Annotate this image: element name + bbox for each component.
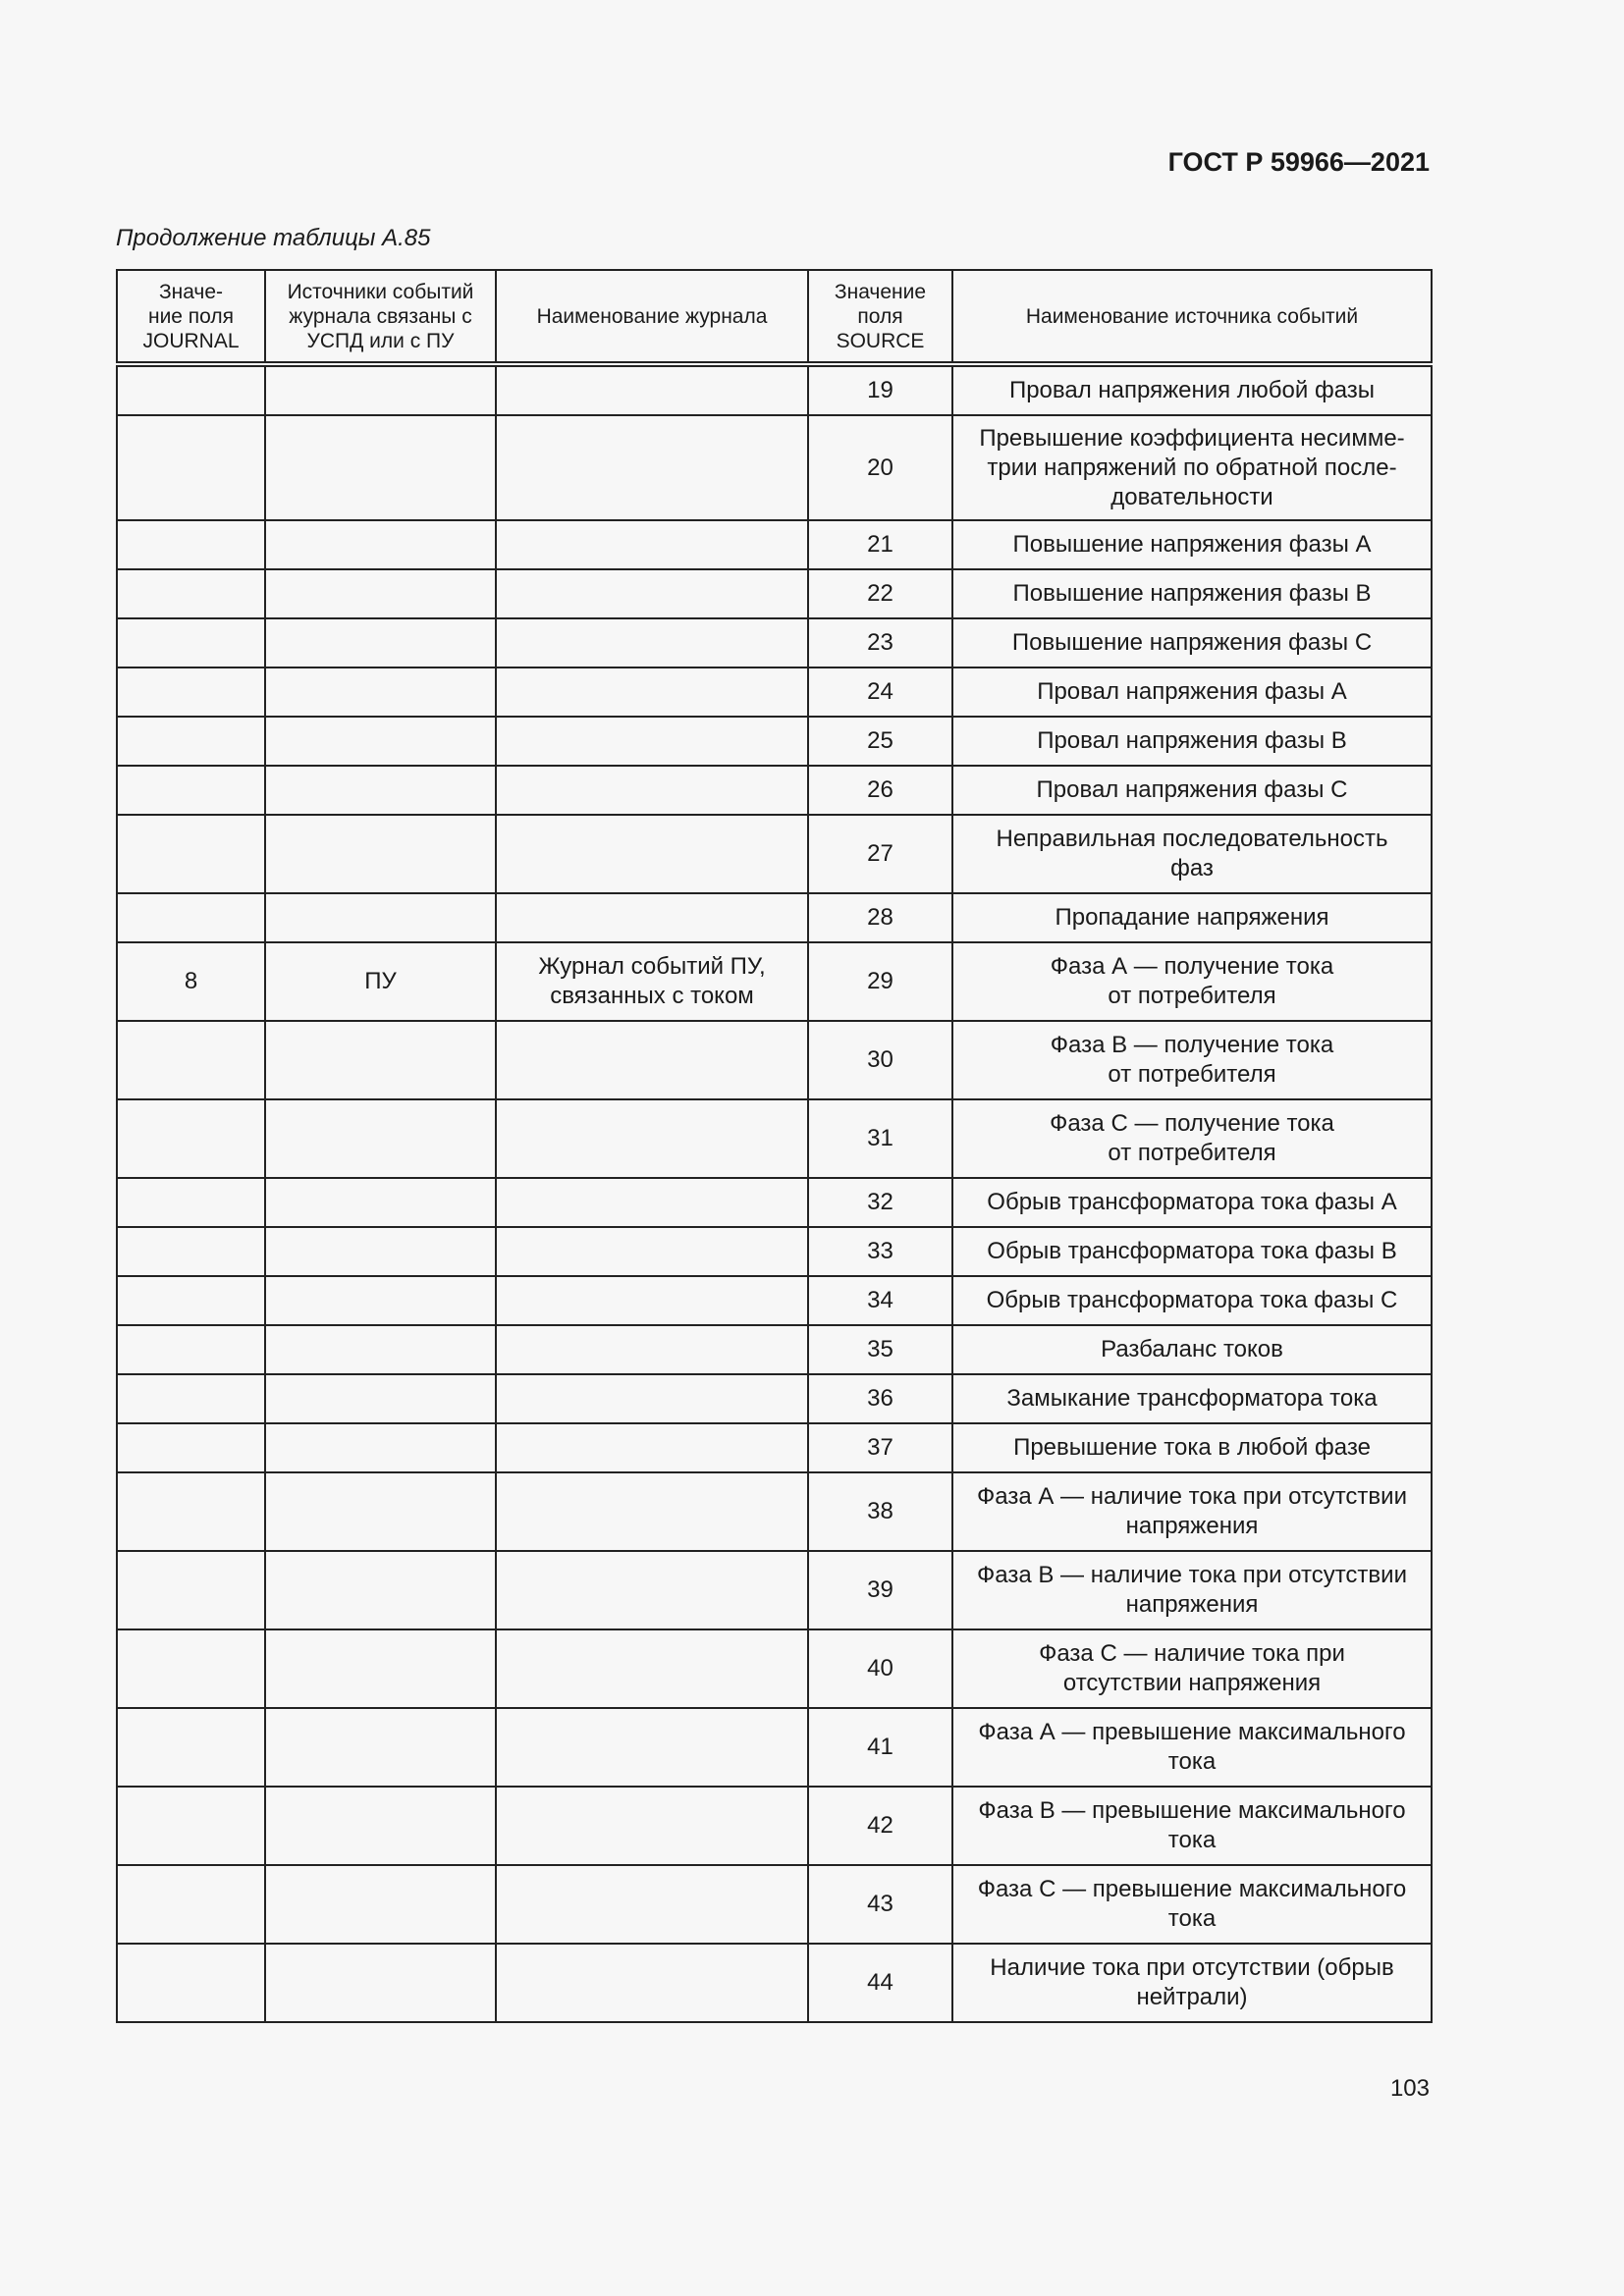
cell-journal-value	[117, 1374, 265, 1423]
cell-event-source-link	[265, 667, 496, 717]
cell-event-source-name: Фаза В — получение тока от потребителя	[952, 1021, 1432, 1099]
cell-journal-name	[496, 815, 808, 893]
cell-event-source-link	[265, 1787, 496, 1865]
table-row	[117, 667, 1432, 717]
page-number: 103	[1389, 2075, 1430, 2102]
cell-source-value: 28	[808, 893, 952, 942]
cell-source-value: 32	[808, 1178, 952, 1227]
cell-event-source-link	[265, 1423, 496, 1472]
cell-journal-value	[117, 1178, 265, 1227]
cell-source-value: 35	[808, 1325, 952, 1374]
cell-event-source-link	[265, 618, 496, 667]
table-row	[117, 1178, 1432, 1227]
cell-source-value: 20	[808, 415, 952, 520]
cell-journal-value	[117, 1551, 265, 1629]
cell-event-source-name: Фаза С — превышение максимального тока	[952, 1865, 1432, 1944]
cell-source-value: 24	[808, 667, 952, 717]
cell-event-source-link	[265, 1944, 496, 2022]
table-row	[117, 1325, 1432, 1374]
table-caption: Продолжение таблицы А.85	[116, 225, 431, 251]
cell-source-value: 42	[808, 1787, 952, 1865]
cell-journal-name	[496, 1099, 808, 1178]
cell-journal-value	[117, 1865, 265, 1944]
cell-journal-value	[117, 717, 265, 766]
cell-event-source-name: Наличие тока при отсутствии (обрыв нейтрали)	[952, 1944, 1432, 2022]
cell-journal-value	[117, 520, 265, 569]
cell-event-source-name: Превышение тока в любой фазе	[952, 1423, 1432, 1472]
cell-journal-name	[496, 1708, 808, 1787]
cell-event-source-name: Неправильная последовательность фаз	[952, 815, 1432, 893]
cell-source-value: 39	[808, 1551, 952, 1629]
cell-journal-name	[496, 1423, 808, 1472]
cell-journal-name	[496, 766, 808, 815]
cell-event-source-name: Пропадание напряжения	[952, 893, 1432, 942]
cell-event-source-link	[265, 364, 496, 415]
cell-journal-name	[496, 1551, 808, 1629]
col-event-source-name: Наименование источника событий	[952, 270, 1432, 364]
events-table	[116, 269, 1433, 2023]
cell-journal-value	[117, 1021, 265, 1099]
cell-journal-name	[496, 1374, 808, 1423]
cell-source-value: 21	[808, 520, 952, 569]
cell-source-value: 29	[808, 942, 952, 1021]
cell-journal-name	[496, 415, 808, 520]
cell-journal-name	[496, 1944, 808, 2022]
cell-journal-value	[117, 1325, 265, 1374]
table-row	[117, 717, 1432, 766]
cell-event-source-name: Повышение напряжения фазы А	[952, 520, 1432, 569]
cell-source-value: 19	[808, 364, 952, 415]
cell-event-source-link	[265, 1021, 496, 1099]
cell-journal-name	[496, 1787, 808, 1865]
table-row	[117, 1276, 1432, 1325]
cell-source-value: 31	[808, 1099, 952, 1178]
table-row	[117, 415, 1432, 520]
cell-event-source-link	[265, 893, 496, 942]
cell-event-source-link	[265, 1099, 496, 1178]
cell-event-source-link	[265, 1227, 496, 1276]
cell-journal-value	[117, 415, 265, 520]
table-row	[117, 1787, 1432, 1865]
cell-event-source-name: Повышение напряжения фазы С	[952, 618, 1432, 667]
table-row	[117, 1708, 1432, 1787]
table-row	[117, 1374, 1432, 1423]
cell-journal-name	[496, 569, 808, 618]
cell-event-source-link	[265, 1865, 496, 1944]
cell-journal-value	[117, 1787, 265, 1865]
cell-event-source-link	[265, 1178, 496, 1227]
col-event-source-link: Источники событий журнала связаны с УСПД или с ПУ	[265, 270, 496, 364]
table-header-row	[117, 270, 1432, 364]
cell-event-source-name: Провал напряжения фазы С	[952, 766, 1432, 815]
cell-event-source-link	[265, 1325, 496, 1374]
cell-journal-name	[496, 1629, 808, 1708]
cell-journal-name	[496, 1178, 808, 1227]
cell-event-source-link	[265, 1472, 496, 1551]
cell-journal-value	[117, 1472, 265, 1551]
cell-journal-name	[496, 618, 808, 667]
cell-journal-name	[496, 1021, 808, 1099]
cell-journal-name	[496, 364, 808, 415]
cell-journal-value	[117, 1708, 265, 1787]
cell-event-source-name: Обрыв трансформатора тока фазы С	[952, 1276, 1432, 1325]
cell-source-value: 22	[808, 569, 952, 618]
cell-event-source-name: Превышение коэффициента несимме- трии напряжений по обратной после- довательности	[952, 415, 1432, 520]
table-row	[117, 364, 1432, 415]
table-row	[117, 1227, 1432, 1276]
cell-source-value: 43	[808, 1865, 952, 1944]
cell-event-source-link	[265, 569, 496, 618]
cell-journal-value	[117, 364, 265, 415]
cell-journal-name: Журнал событий ПУ, связанных с током	[496, 942, 808, 1021]
cell-journal-name	[496, 1472, 808, 1551]
cell-event-source-name: Фаза В — превышение максимального тока	[952, 1787, 1432, 1865]
cell-journal-name	[496, 717, 808, 766]
cell-journal-name	[496, 1276, 808, 1325]
cell-event-source-link	[265, 1551, 496, 1629]
table-row	[117, 520, 1432, 569]
table-row	[117, 1423, 1432, 1472]
col-journal-value: Значе- ние поля JOURNAL	[117, 270, 265, 364]
cell-journal-name	[496, 1865, 808, 1944]
table-body	[117, 364, 1432, 2022]
cell-event-source-name: Разбаланс токов	[952, 1325, 1432, 1374]
cell-journal-name	[496, 1227, 808, 1276]
cell-journal-value	[117, 667, 265, 717]
table-row	[117, 1944, 1432, 2022]
cell-source-value: 38	[808, 1472, 952, 1551]
cell-source-value: 26	[808, 766, 952, 815]
cell-journal-value	[117, 1227, 265, 1276]
table-row	[117, 1865, 1432, 1944]
cell-journal-value	[117, 1276, 265, 1325]
cell-event-source-name: Повышение напряжения фазы В	[952, 569, 1432, 618]
cell-event-source-name: Обрыв трансформатора тока фазы В	[952, 1227, 1432, 1276]
cell-event-source-link: ПУ	[265, 942, 496, 1021]
table-row	[117, 766, 1432, 815]
cell-event-source-link	[265, 815, 496, 893]
col-source-value: Значение поля SOURCE	[808, 270, 952, 364]
cell-source-value: 40	[808, 1629, 952, 1708]
cell-journal-name	[496, 520, 808, 569]
cell-journal-value	[117, 1629, 265, 1708]
cell-event-source-name: Провал напряжения фазы А	[952, 667, 1432, 717]
cell-event-source-name: Фаза В — наличие тока при отсутствии напряжения	[952, 1551, 1432, 1629]
cell-source-value: 36	[808, 1374, 952, 1423]
cell-event-source-name: Фаза С — наличие тока при отсутствии напряжения	[952, 1629, 1432, 1708]
cell-source-value: 44	[808, 1944, 952, 2022]
cell-event-source-name: Обрыв трансформатора тока фазы А	[952, 1178, 1432, 1227]
cell-source-value: 34	[808, 1276, 952, 1325]
cell-journal-name	[496, 667, 808, 717]
cell-event-source-link	[265, 717, 496, 766]
cell-journal-value	[117, 815, 265, 893]
table-row	[117, 1099, 1432, 1178]
table-row	[117, 1472, 1432, 1551]
cell-event-source-name: Провал напряжения любой фазы	[952, 364, 1432, 415]
cell-journal-value	[117, 1099, 265, 1178]
table-row	[117, 815, 1432, 893]
cell-source-value: 30	[808, 1021, 952, 1099]
cell-event-source-name: Замыкание трансформатора тока	[952, 1374, 1432, 1423]
cell-event-source-link	[265, 520, 496, 569]
cell-journal-value	[117, 1423, 265, 1472]
table-row	[117, 569, 1432, 618]
cell-source-value: 25	[808, 717, 952, 766]
table-row	[117, 1629, 1432, 1708]
table-row	[117, 1551, 1432, 1629]
document-code: ГОСТ Р 59966—2021	[1167, 147, 1430, 177]
table-row	[117, 893, 1432, 942]
cell-event-source-link	[265, 1276, 496, 1325]
cell-source-value: 23	[808, 618, 952, 667]
cell-journal-value	[117, 1944, 265, 2022]
cell-source-value: 41	[808, 1708, 952, 1787]
cell-source-value: 27	[808, 815, 952, 893]
cell-event-source-name: Провал напряжения фазы В	[952, 717, 1432, 766]
cell-source-value: 33	[808, 1227, 952, 1276]
col-journal-name: Наименование журнала	[496, 270, 808, 364]
cell-event-source-link	[265, 415, 496, 520]
cell-event-source-link	[265, 766, 496, 815]
cell-event-source-name: Фаза С — получение тока от потребителя	[952, 1099, 1432, 1178]
cell-event-source-link	[265, 1708, 496, 1787]
cell-event-source-name: Фаза А — превышение максимального тока	[952, 1708, 1432, 1787]
cell-journal-name	[496, 893, 808, 942]
table-row	[117, 1021, 1432, 1099]
cell-journal-value	[117, 618, 265, 667]
cell-journal-value	[117, 766, 265, 815]
cell-journal-value: 8	[117, 942, 265, 1021]
cell-journal-value	[117, 569, 265, 618]
cell-event-source-name: Фаза А — получение тока от потребителя	[952, 942, 1432, 1021]
cell-event-source-name: Фаза А — наличие тока при отсутствии напряжения	[952, 1472, 1432, 1551]
cell-source-value: 37	[808, 1423, 952, 1472]
cell-journal-value	[117, 893, 265, 942]
table-row	[117, 618, 1432, 667]
cell-event-source-link	[265, 1374, 496, 1423]
table-row	[117, 942, 1432, 1021]
cell-journal-name	[496, 1325, 808, 1374]
cell-event-source-link	[265, 1629, 496, 1708]
